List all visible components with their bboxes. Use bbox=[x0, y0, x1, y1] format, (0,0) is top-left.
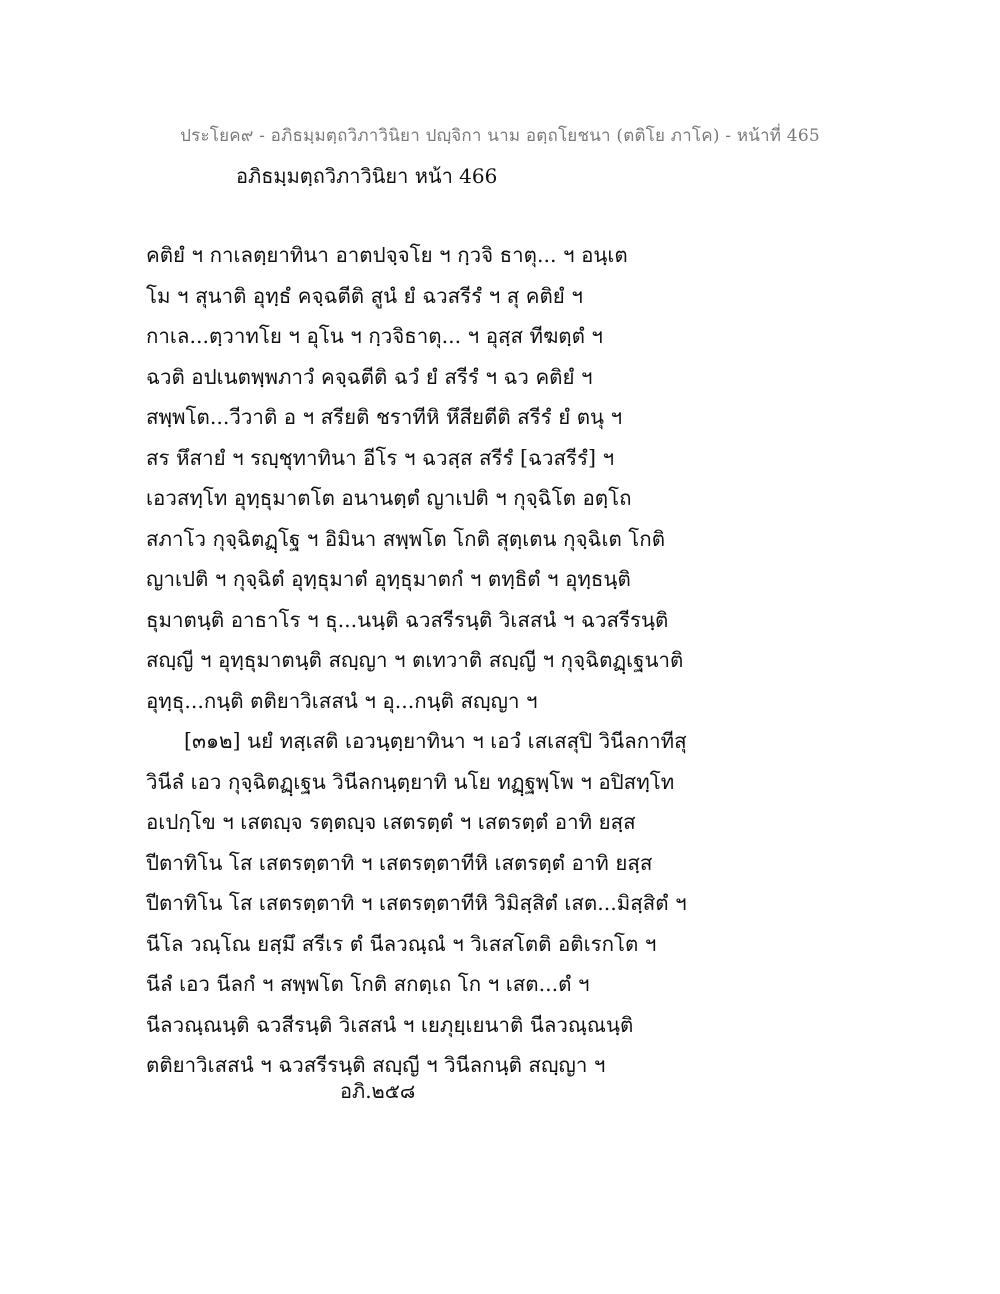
text-line: ปีตาทิโน โส เสตรตฺตาทิ ฯ เสตรตฺตาทีหิ วิมิสฺสิตํ เสต...มิสฺสิตํ ฯ bbox=[146, 891, 687, 915]
text-line: นีลวณฺณนฺติ ฉวสีรนฺติ วิเสสนํ ฯ เยภุยฺเยนาติ นีลวณฺณนฺติ bbox=[146, 1012, 634, 1037]
text-line: โม ฯ สุนาติ อุทฺธํ คจฺฉตีติ สูนํ ยํ ฉวสรีรํ ฯ สุ คติยํ ฯ bbox=[146, 283, 583, 308]
text-line: นีโล วณฺโณ ยสฺมึ สรีเร ตํ นีลวณฺณํ ฯ วิเสสโตติ อติเรกโต ฯ bbox=[146, 931, 657, 956]
text-line: ญาเปติ ฯ กุจฺฉิตํ อุทฺธุมาตํ อุทฺธุมาตกํ ฯ ตทฺธิตํ ฯ อุทฺธนฺติ bbox=[146, 567, 631, 591]
body-text bbox=[146, 240, 706, 1091]
page-subtitle: อภิธมฺมตฺถวิภาวินิยา หน้า 466 bbox=[236, 164, 498, 188]
text-line: สภาโว กุจฺฉิตฏฺโฐ ฯ อิมินา สพฺพโต โกติ สุตฺเตน กุจฺฉิเต โกติ bbox=[146, 526, 666, 551]
text-line: สญฺญี ฯ อุทฺธุมาตนฺติ สญฺญา ฯ ตเทวาติ สญฺญี ฯ กุจฺฉิตฏฺเฐนาติ bbox=[146, 648, 684, 672]
text-line: สพฺพโต...วีวาติ อ ฯ สรียติ ชราทีหิ หึสียตีติ สรีรํ ยํ ตนุ ฯ bbox=[146, 405, 623, 429]
page-running-header: ประโยค๙ - อภิธมฺมตฺถวิภาวินิยา ปญฺจิกา นาม อตฺถโยชนา (ตติโย ภาโค) - หน้าที่ 465 bbox=[180, 126, 820, 146]
footer-reference: อภิ.๒๕๘ bbox=[340, 1079, 416, 1103]
text-line: ปีตาทิโน โส เสตรตฺตาทิ ฯ เสตรตฺตาทีหิ เสตรตฺตํ อาทิ ยสฺส bbox=[146, 850, 653, 875]
text-line: วินีลํ เอว กุจฺฉิตฏฺเฐน วินีลกนฺตฺยาทิ นโย ทฏฺฐพฺโพ ฯ อปิสทฺโท bbox=[146, 769, 675, 794]
text-line: ธุมาตนฺติ อาธาโร ฯ ธุ...นนฺติ ฉวสรีรนฺติ วิเสสนํ ฯ ฉวสรีรนฺติ bbox=[146, 607, 669, 632]
text-line: สร หึสายํ ฯ รญฺชุทาทินา อีโร ฯ ฉวสฺส สรีรํ [ฉวสรีรํ] ฯ bbox=[146, 445, 615, 470]
text-line: ตติยาวิเสสนํ ฯ ฉวสรีรนฺติ สญฺญี ฯ วินีลกนฺติ สญฺญา ฯ bbox=[146, 1053, 606, 1077]
paragraph-start-line: [๓๑๒] นยํ ทสฺเสติ เอวนฺตฺยาทินา ฯ เอวํ เสเสสุปิ วินีลกาทีสุ bbox=[184, 729, 687, 753]
text-line: ฉวติ อปเนตพฺพภาวํ คจฺฉตีติ ฉวํ ยํ สรีรํ ฯ ฉว คติยํ ฯ bbox=[146, 364, 593, 389]
text-line: อเปกฺโข ฯ เสตญฺจ รตฺตญฺจ เสตรตฺตํ ฯ เสตรตฺตํ อาทิ ยสฺส bbox=[146, 810, 636, 834]
text-line: คติยํ ฯ กาเลตฺยาทินา อาตปจฺจโย ฯ กฺวจิ ธาตุ... ฯ อนฺเต bbox=[146, 243, 628, 267]
text-line: กาเล...ตฺวาทโย ฯ อุโน ฯ กฺวจิธาตุ... ฯ อุสฺส ทีฆตฺตํ ฯ bbox=[146, 324, 603, 348]
text-line: เอวสทฺโท อุทฺธุมาตโต อนานตฺตํ ญาเปติ ฯ กุจฺฉิโต อตฺโถ bbox=[146, 486, 632, 510]
text-line: นีลํ เอว นีลกํ ฯ สพฺพโต โกติ สกตฺเถ โก ฯ เสต...ตํ ฯ bbox=[146, 972, 590, 996]
text-line: อุทฺธุ...กนฺติ ตติยาวิเสสนํ ฯ อุ...กนฺติ สญฺญา ฯ bbox=[146, 688, 538, 713]
